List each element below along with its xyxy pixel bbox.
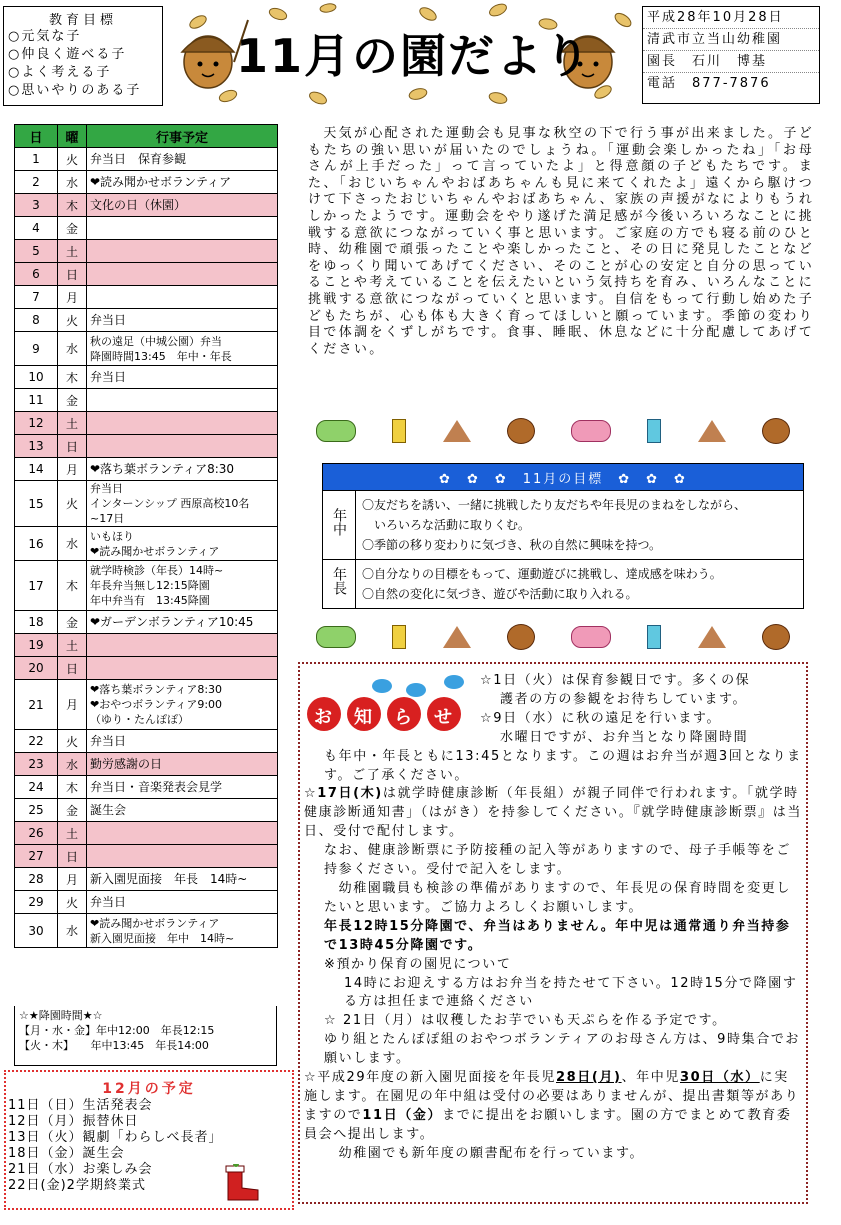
bundle-icon [316, 420, 356, 442]
schedule-weekday: 火 [58, 891, 87, 914]
schedule-weekday: 木 [58, 561, 87, 611]
event-line: ❤読み聞かせボランティア [90, 916, 220, 930]
schedule-row [15, 263, 278, 286]
notice-text: に実施します。在園児の年中組は受付の必要はありませんが、提出書類等がありますので [304, 1070, 800, 1123]
schedule-day: 20 [15, 657, 58, 680]
schedule-day: 2 [15, 171, 58, 194]
schedule-weekday: 日 [58, 845, 87, 868]
schedule-event [87, 611, 278, 634]
goal-item: ○元気な子 [8, 29, 82, 44]
schedule-event [87, 481, 278, 527]
school-name: 清武市立当山幼稚園 [643, 29, 819, 51]
notice-bold-line: 年長12時15分降園で、弁当はありません。年中児は通常通り弁当持参で13時45分降園です。 [324, 918, 791, 953]
event-line: 弁当日 保育参観 [90, 151, 187, 166]
schedule-row [15, 412, 278, 435]
schedule-weekday: 木 [58, 194, 87, 217]
event-line: 弁当日 [90, 369, 127, 384]
schedule-event [87, 171, 278, 194]
event-line: ❤読み聞かせボランティア [90, 544, 220, 558]
schedule-event [87, 822, 278, 845]
notice-line: ※預かり保育の園児について [324, 956, 512, 972]
schedule-weekday: 月 [58, 680, 87, 730]
schedule-day: 1 [15, 148, 58, 171]
onigiri-icon [698, 420, 726, 442]
goal-item: ○よく考える子 [8, 65, 112, 80]
schedule-day: 13 [15, 435, 58, 458]
title-banner [168, 0, 638, 110]
schedule-weekday: 日 [58, 263, 87, 286]
goal-line: いろいろな活動に取りくむ。 [362, 518, 531, 532]
bear-icon [762, 418, 790, 444]
decorative-border [298, 620, 808, 654]
schedule-weekday: 金 [58, 799, 87, 822]
schedule-row [15, 891, 278, 914]
event-line: 就学時検診（年長）14時~ [90, 564, 224, 577]
event-line: 年長弁当無し12:15降園 [90, 579, 210, 592]
bear-icon [762, 624, 790, 650]
event-line: 弁当日 [90, 312, 127, 327]
schedule-event [87, 680, 278, 730]
schedule-event [87, 332, 278, 366]
schedule-event [87, 799, 278, 822]
schedule-event [87, 891, 278, 914]
monthly-goals-table [322, 463, 804, 609]
event-line: ❤落ち葉ボランティア8:30 [90, 461, 235, 476]
event-line: 弁当日 [90, 482, 123, 495]
schedule-event [87, 914, 278, 948]
schedule-day: 18 [15, 611, 58, 634]
school-info-box [642, 6, 820, 104]
dismissal-time-note [14, 1006, 277, 1066]
schedule-weekday: 火 [58, 148, 87, 171]
schedule-day: 22 [15, 730, 58, 753]
schedule-day: 17 [15, 561, 58, 611]
note-line: ☆★降園時間★☆ [19, 1009, 103, 1022]
event-line: 新入園児面接 年中 14時~ [90, 931, 235, 945]
schedule-weekday: 火 [58, 309, 87, 332]
column-header-event: 行事予定 [87, 125, 278, 148]
schedule-weekday: 土 [58, 822, 87, 845]
badge-char: ら [394, 707, 412, 728]
juice-icon [392, 419, 406, 443]
goal-line: 〇季節の移り変わりに気づき、秋の自然に興味を持つ。 [362, 538, 662, 552]
goal-text-nenchu [356, 491, 804, 560]
schedule-row [15, 730, 278, 753]
schedule-row [15, 389, 278, 412]
schedule-row [15, 527, 278, 561]
notice-line: ☆9日（水）に秋の遠足を行います。 [480, 710, 722, 726]
schedule-weekday: 水 [58, 914, 87, 948]
event-line: 降園時間13:45 年中・年長 [90, 349, 232, 363]
notice-text: ☆平成29年度の新入園児面接を年長児 [304, 1070, 556, 1086]
notice-line: 護者の方の参観をお待ちしています。 [500, 691, 748, 707]
schedule-event [87, 240, 278, 263]
schedule-row [15, 217, 278, 240]
submit-deadline: 11日（金） [362, 1107, 443, 1123]
newsletter-title: 11月の園だより [236, 29, 593, 83]
goal-line: 〇自分なりの目標をもって、運動遊びに挑戦し、達成感を味わう。 [362, 567, 722, 581]
december-item: 12日（月）振替休日 [8, 1114, 139, 1129]
notice-box [298, 662, 808, 1204]
schedule-row [15, 845, 278, 868]
schedule-event [87, 776, 278, 799]
event-line: 誕生会 [90, 802, 127, 817]
goal-text-nencho [356, 560, 804, 609]
schedule-event [87, 435, 278, 458]
schedule-event [87, 309, 278, 332]
schedule-event [87, 657, 278, 680]
schedule-event [87, 263, 278, 286]
goal-item: ○仲良く遊べる子 [8, 47, 127, 62]
notice-item-interview [304, 1069, 802, 1145]
schedule-day: 21 [15, 680, 58, 730]
column-header-weekday: 曜 [58, 125, 87, 148]
schedule-event [87, 217, 278, 240]
schedule-day: 14 [15, 458, 58, 481]
badge-char: お [314, 707, 332, 728]
interview-date-nencho: 28日(月) [556, 1070, 622, 1086]
main-article: 天気が心配された運動会も見事な秋空の下で行う事が出来ました。子どもたちの強い思いが届いたのでしょうね。「運動会楽しかったね」「お母さんが上手だった」って言っていたよ」と得意顔の子どもたちです。また、「おじいちゃんやおばあちゃんも見に来てくれたよ」遠くから駆けつけて下さったおじいちゃんやおばあちゃん、家族の声援がなによりもうれしかったようです。運動会をやり遂げた満足感が今後いろいろなことに挑戦する意欲につながっていく事と思います。ご家庭の方でも寝る前のひと時、幼稚園で頑張ったことや楽しかったこと、その日に発見したことなどをゆっくり聞いてあげてください、そのことが心の安定と自分の思っていることや考えていることを伝えたいという気持ちを育み、いろんなことに挑戦する意欲につながっていくと思います。自信をもって行動し始めた子どもたちが、心も体も大きく育ってほしいと願っています。季節の変わり目で体調をくずしがちです。食事、睡眠、休息などに十分配慮してあげてください。 [308, 126, 814, 357]
notice-body [304, 672, 802, 1164]
event-line: 弁当日 [90, 733, 127, 748]
schedule-weekday: 水 [58, 171, 87, 194]
event-line: 秋の遠足（中城公園）弁当 [90, 334, 222, 348]
schedule-weekday: 金 [58, 611, 87, 634]
notice-line: 水曜日ですが、お弁当となり降園時間 [500, 729, 749, 745]
schedule-row [15, 680, 278, 730]
december-item: 18日（金）誕生会 [8, 1146, 125, 1161]
schedule-row [15, 171, 278, 194]
event-line: 文化の日（休園） [90, 197, 187, 212]
event-line: 年中弁当有 13:45降園 [90, 594, 210, 607]
decorative-border [298, 414, 808, 448]
schedule-day: 15 [15, 481, 58, 527]
notice-text: までに提出をお願いします。園の方でまとめて教育委員会へ提出します。 [304, 1107, 792, 1142]
schedule-event [87, 868, 278, 891]
schedule-day: 5 [15, 240, 58, 263]
event-line: 弁当日 [90, 894, 127, 909]
december-plan-box [4, 1070, 294, 1210]
education-goals-box [3, 6, 163, 106]
schedule-weekday: 水 [58, 753, 87, 776]
santa-boot-icon [220, 1164, 264, 1204]
education-goals-title: 教育目標 [48, 13, 117, 28]
schedule-day: 3 [15, 194, 58, 217]
schedule-event [87, 527, 278, 561]
schedule-day: 9 [15, 332, 58, 366]
bear-icon [507, 418, 535, 444]
schedule-row [15, 332, 278, 366]
notice-line: ☆ 21日（月）は収穫したお芋でいも天ぷらを作る予定です。 [324, 1013, 727, 1029]
schedule-row [15, 458, 278, 481]
schedule-row [15, 611, 278, 634]
schedule-header-row [15, 125, 278, 148]
interview-date-nenchu: 30日（水） [679, 1070, 760, 1086]
notice-text: は就学時健康診断（年長組）が親子同伴で行われます。「就学時健康診断通知書」（はがき）を持参してください。『就学時健康診断票』は当日、受付で配付します。 [304, 786, 803, 840]
schedule-row [15, 753, 278, 776]
schedule-event [87, 753, 278, 776]
goal-label-text: 年長 [331, 566, 347, 595]
juice-icon [647, 419, 661, 443]
schedule-weekday: 木 [58, 776, 87, 799]
note-line: 【火・木】 年中13:45 年長14:00 [19, 1039, 209, 1052]
schedule-row [15, 822, 278, 845]
schedule-row [15, 435, 278, 458]
schedule-row [15, 799, 278, 822]
schedule-weekday: 土 [58, 240, 87, 263]
schedule-day: 28 [15, 868, 58, 891]
schedule-event [87, 148, 278, 171]
schedule-row [15, 561, 278, 611]
schedule-weekday: 水 [58, 332, 87, 366]
event-line: 弁当日・音楽発表会見学 [90, 779, 223, 794]
event-line: ❤落ち葉ボランティア8:30 [90, 683, 223, 696]
december-item: 22日(金)2学期終業式 [8, 1178, 146, 1193]
schedule-weekday: 火 [58, 481, 87, 527]
column-header-day: 日 [15, 125, 58, 148]
schedule-weekday: 土 [58, 412, 87, 435]
bundle-icon [571, 626, 611, 648]
schedule-day: 4 [15, 217, 58, 240]
schedule-weekday: 月 [58, 458, 87, 481]
principal-name: 園長 石川 博基 [643, 51, 819, 73]
schedule-row [15, 481, 278, 527]
schedule-day: 8 [15, 309, 58, 332]
phone-number: 電話 877-7876 [647, 76, 771, 91]
goal-item: ○思いやりのある子 [8, 83, 142, 98]
schedule-day: 24 [15, 776, 58, 799]
schedule-day: 27 [15, 845, 58, 868]
goal-label-nencho [323, 560, 356, 609]
schedule-event [87, 845, 278, 868]
schedule-event [87, 561, 278, 611]
schedule-day: 16 [15, 527, 58, 561]
schedule-event [87, 389, 278, 412]
schedule-row [15, 194, 278, 217]
schedule-event [87, 458, 278, 481]
event-line: ❤読み聞かせボランティア [90, 174, 232, 189]
schedule-day: 12 [15, 412, 58, 435]
event-line: ❤ガーデンボランティア10:45 [90, 614, 254, 629]
badge-char: 知 [354, 707, 372, 728]
schedule-row [15, 868, 278, 891]
schedule-day: 26 [15, 822, 58, 845]
schedule-row [15, 240, 278, 263]
schedule-row [15, 634, 278, 657]
notice-text: 、年中児 [621, 1070, 680, 1086]
notice-line: なお、健康診断票に予防接種の記入等がありますので、母子手帳等をご持参ください。受付で記入をします。 [324, 843, 791, 878]
goal-label-text: 年中 [331, 507, 347, 536]
schedule-weekday: 金 [58, 217, 87, 240]
bundle-icon [571, 420, 611, 442]
bear-icon [507, 624, 535, 650]
schedule-day: 7 [15, 286, 58, 309]
event-line: （ゆり・たんぽぽ） [90, 713, 189, 726]
juice-icon [392, 625, 406, 649]
december-item: 21日（水）お楽しみ会 [8, 1162, 153, 1177]
bullet-star: ☆ [304, 786, 318, 802]
schedule-day: 30 [15, 914, 58, 948]
schedule-row [15, 657, 278, 680]
schedule-table [14, 124, 278, 948]
kenshin-date: 17日(木) [317, 786, 383, 802]
goal-line: 〇友だちを誘い、一緒に挑戦したり友だちや年長児のまねをしながら、 [362, 498, 747, 512]
onigiri-icon [443, 626, 471, 648]
schedule-event [87, 730, 278, 753]
issue-date: 平成28年10月28日 [643, 7, 819, 29]
bundle-icon [316, 626, 356, 648]
event-line: 新入園児面接 年長 14時~ [90, 871, 248, 886]
schedule-event [87, 634, 278, 657]
onigiri-icon [698, 626, 726, 648]
december-item: 11日（日）生活発表会 [8, 1098, 153, 1113]
schedule-row [15, 309, 278, 332]
december-item: 13日（火）観劇「わらしべ長者」 [8, 1130, 223, 1145]
notice-line: ゆり組とたんぽぽ組のおやつボランティアのお母さん方は、9時集合でお願いします。 [324, 1032, 801, 1067]
schedule-event [87, 412, 278, 435]
onigiri-icon [443, 420, 471, 442]
schedule-day: 6 [15, 263, 58, 286]
schedule-row [15, 366, 278, 389]
notice-line: 幼稚園職員も検診の準備がありますので、年長児の保育時間を変更したいと思います。ご協力よろしくお願いします。 [324, 880, 791, 915]
schedule-weekday: 水 [58, 527, 87, 561]
schedule-weekday: 土 [58, 634, 87, 657]
schedule-day: 25 [15, 799, 58, 822]
goal-line: 〇自然の変化に気づき、遊びや活動に取り入れる。 [362, 587, 638, 601]
schedule-row [15, 914, 278, 948]
schedule-weekday: 火 [58, 730, 87, 753]
schedule-weekday: 日 [58, 435, 87, 458]
note-line: 【月・水・金】年中12:00 年長12:15 [19, 1024, 215, 1037]
monthly-goals-header: ✿ ✿ ✿ 11月の目標 ✿ ✿ ✿ [323, 464, 804, 491]
schedule-event [87, 194, 278, 217]
schedule-day: 10 [15, 366, 58, 389]
schedule-day: 29 [15, 891, 58, 914]
schedule-row [15, 148, 278, 171]
notice-item-kenshin [304, 785, 802, 842]
juice-icon [647, 625, 661, 649]
schedule-day: 11 [15, 389, 58, 412]
schedule-weekday: 金 [58, 389, 87, 412]
event-line: いもほり [90, 529, 134, 543]
schedule-weekday: 木 [58, 366, 87, 389]
event-line: 勤労感謝の日 [90, 756, 163, 771]
schedule-weekday: 月 [58, 286, 87, 309]
event-line: ❤おやつボランティア9:00 [90, 698, 223, 711]
goal-label-nenchu [323, 491, 356, 560]
notice-line: 14時にお迎えする方はお弁当を持たせて下さい。12時15分で降園する方は担任まで連絡ください [344, 975, 798, 1010]
notice-line: 幼稚園でも新年度の願書配布を行っています。 [324, 1145, 645, 1161]
notice-line: ☆1日（火）は保育参観日です。多くの保 [480, 673, 751, 688]
schedule-weekday: 月 [58, 868, 87, 891]
schedule-event [87, 366, 278, 389]
event-line: インターンシップ 西原高校10名 ~17日 [90, 497, 261, 525]
schedule-weekday: 日 [58, 657, 87, 680]
schedule-row [15, 286, 278, 309]
schedule-event [87, 286, 278, 309]
badge-char: せ [434, 707, 452, 728]
schedule-day: 23 [15, 753, 58, 776]
december-title: 12月の予定 [102, 1081, 196, 1097]
notice-line: も年中・年長ともに13:45となります。この週はお弁当が週3回となります。ご了承ください。 [324, 748, 802, 783]
schedule-row [15, 776, 278, 799]
schedule-day: 19 [15, 634, 58, 657]
